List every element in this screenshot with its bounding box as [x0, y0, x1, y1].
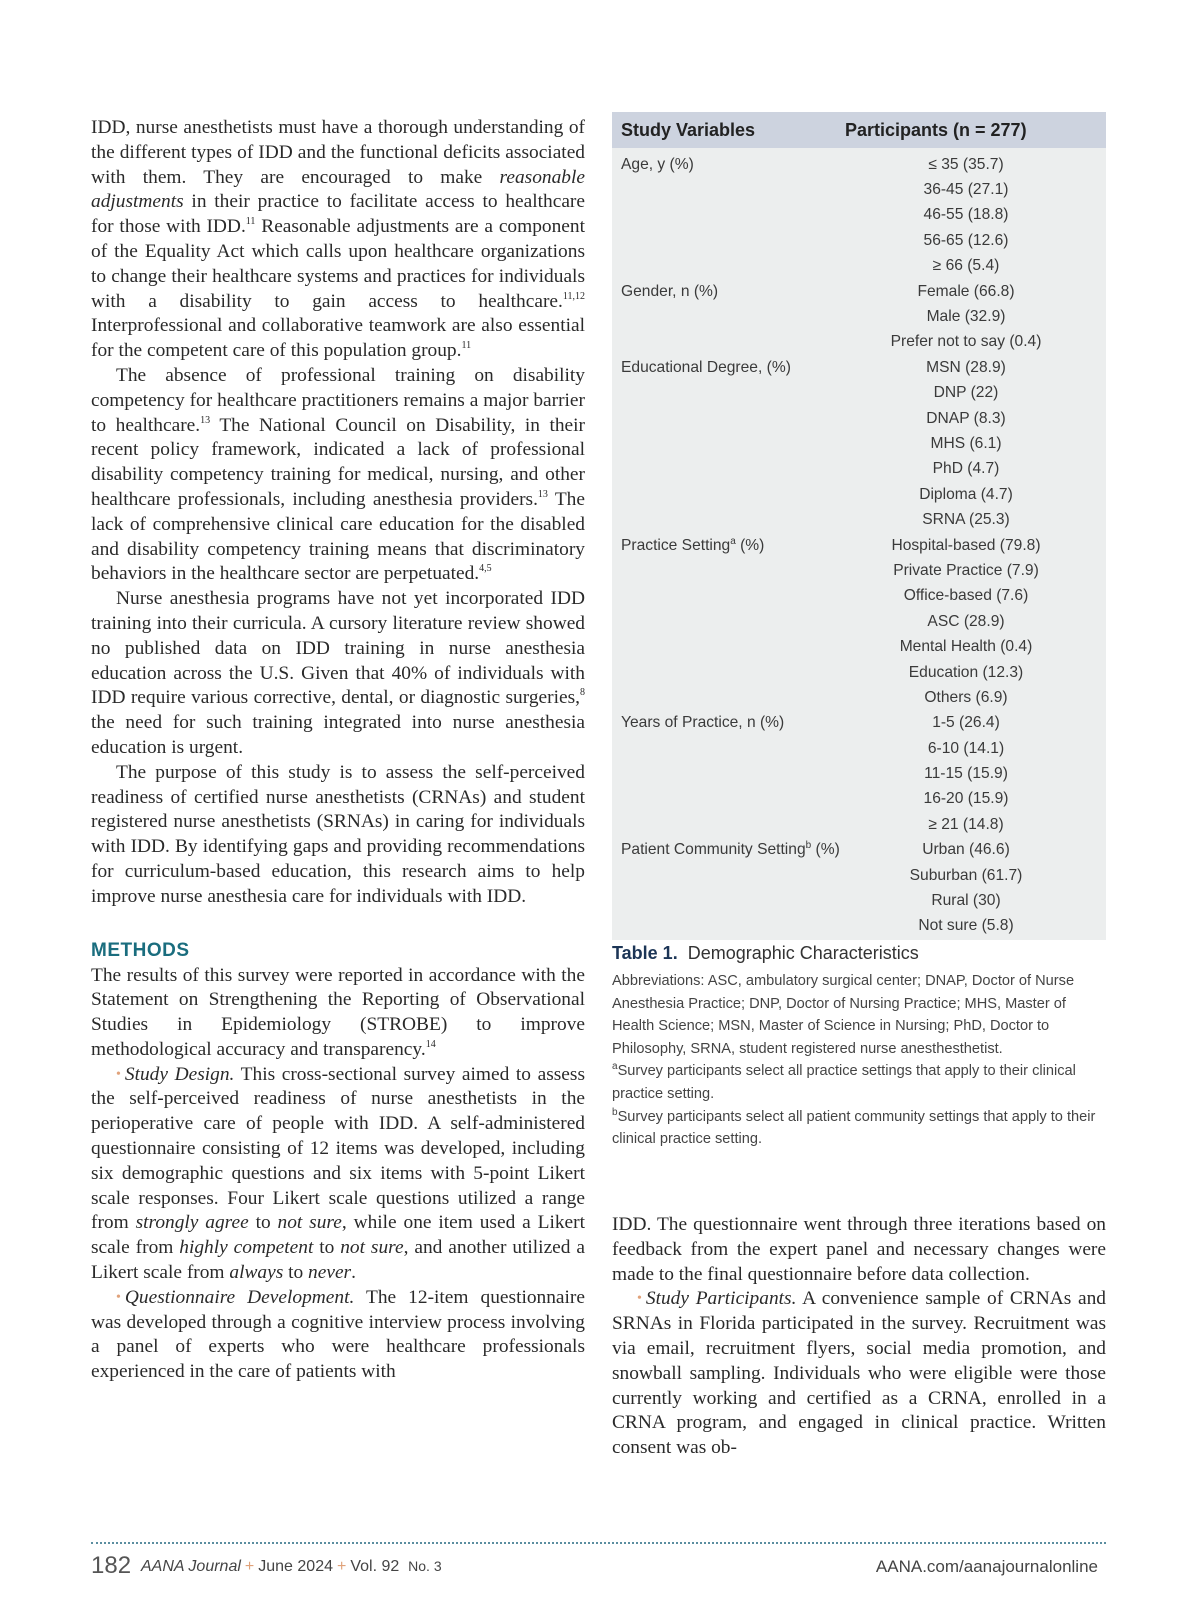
table-cell-participants: 11-15 (15.9) — [924, 765, 1008, 783]
citation: 13 — [537, 488, 548, 500]
table-row — [612, 254, 1106, 279]
table-header-study-variables: Study Variables — [621, 119, 756, 140]
table-cell-participants: 16-20 (15.9) — [923, 790, 1009, 808]
table-cell-participants: DNAP (8.3) — [926, 409, 1006, 427]
table-row — [612, 863, 1106, 888]
table-row — [612, 888, 1106, 913]
table-cell-participants: Education (12.3) — [908, 663, 1024, 681]
table-row — [612, 381, 1106, 406]
journal-name: AANA Journal — [141, 1558, 241, 1575]
table-row — [612, 609, 1106, 634]
table-header-participants: Participants (n = 277) — [845, 119, 1027, 140]
table-footnote-b: $^b$Survey participants select all patient community settings that apply to their clinical practice setting. — [612, 1106, 1096, 1148]
table-cell-participants: ≥ 21 (14.8) — [928, 815, 1004, 833]
table-row — [612, 330, 1106, 355]
table-cell-variable: Educational Degree, (%) — [621, 358, 791, 376]
table-row — [612, 457, 1106, 482]
citation: 14 — [425, 1038, 436, 1050]
table-row — [612, 177, 1106, 202]
table-cell-participants: Office-based (7.6) — [903, 587, 1029, 605]
table-cell-participants: 1-5 (26.4) — [932, 714, 1000, 732]
methods-heading: METHODS — [91, 939, 190, 961]
table-row — [612, 203, 1106, 228]
table-row — [612, 558, 1106, 583]
table-header-row — [612, 112, 1106, 148]
table-body — [612, 148, 1106, 939]
bullet-icon: • — [116, 1066, 121, 1082]
table-cell-participants: Private Practice (7.9) — [893, 561, 1039, 579]
citation: 4,5 — [479, 563, 492, 575]
table-row — [612, 279, 1106, 304]
table-cell-participants: 46-55 (18.8) — [923, 206, 1009, 224]
table-cell-participants: Female (66.8) — [917, 282, 1015, 300]
paragraph-study-participants: • Study Participants. A convenience sample of CRNAs and SRNAs in Florida participated in the survey. Recruitment was via email, recruitment flyers, social media promotion, and snowball sampling. Individuals who were eligible were those currently working and certified as a CRNA, enrolled in a CRNA program, and engaged in clinical practice. Written consent was ob- — [612, 1288, 1106, 1459]
citation: 11,12 — [562, 290, 585, 302]
paragraph-questionnaire-iterations: IDD. The questionnaire went through three iterations based on feedback from the expert panel and necessary changes were made to the final questionnaire before data collection. — [612, 1214, 1106, 1285]
table-cell-participants: PhD (4.7) — [932, 460, 1000, 478]
demographics-table — [612, 112, 1106, 940]
bullet-icon: • — [116, 1289, 121, 1305]
table-cell-variable: Patient Community Setting$^b$ (%) — [621, 840, 840, 859]
table-label: Table 1. — [612, 943, 678, 963]
table-cell-participants: Suburban (61.7) — [909, 866, 1023, 884]
bullet-icon: • — [637, 1291, 642, 1307]
table-cell-participants: ASC (28.9) — [927, 612, 1005, 630]
table-cell-participants: DNP (22) — [933, 384, 999, 402]
table-row — [612, 634, 1106, 659]
runin-study-design: Study Design. — [124, 1063, 235, 1085]
table-row — [612, 355, 1106, 380]
table-row — [612, 711, 1106, 736]
table-row — [612, 787, 1106, 812]
table-row — [612, 914, 1106, 939]
table-row — [612, 482, 1106, 507]
table-row — [612, 152, 1106, 177]
citation: 13 — [200, 414, 211, 426]
page-footer — [91, 1552, 1106, 1580]
citation: 8 — [580, 687, 585, 699]
table-abbreviations: Abbreviations: ASC, ambulatory surgical center; DNAP, Doctor of Nurse Anesthesia Practice; DNP, Doctor of Nursing Practice; MHS, Master of Health Science; MSN, Master of Science in Nursing; PhD, Doctor to Philosophy, SRNA, student registered nurse anesthesthetist. — [612, 973, 1075, 1057]
table-row — [612, 685, 1106, 710]
table-row — [612, 304, 1106, 329]
runin-study-participants: Study Participants. — [645, 1288, 797, 1310]
left-column — [91, 116, 585, 1385]
journal-website-link[interactable]: AANA.com/aanajournalonline — [875, 1557, 1098, 1576]
page-number: 182 — [91, 1552, 132, 1579]
table-cell-participants: Prefer not to say (0.4) — [890, 333, 1042, 351]
paragraph-study-purpose: The purpose of this study is to assess the self-perceived readiness of certified nurse anesthetists (CRNAs) and student registered nurse anesthetists (SRNAs) in caring for individuals with IDD. By identifying gaps and providing recommendations for curriculum-based education, this research aims to help improve nurse anesthesia care for individuals with IDD. — [91, 761, 585, 907]
plus-icon: + — [336, 1558, 347, 1575]
table-row — [612, 431, 1106, 456]
table-row — [612, 838, 1106, 863]
table-cell-participants: Urban (46.6) — [922, 841, 1010, 859]
table-cell-participants: MSN (28.9) — [926, 358, 1006, 376]
table-row — [612, 736, 1106, 761]
table-footnote-a: $^a$Survey participants select all practice settings that apply to their clinical practice setting. — [612, 1061, 1076, 1102]
paragraph-strobe: The results of this survey were reported in accordance with the Statement on Strengthening the Reporting of Observational Studies in Epidemiology (STROBE) to improve methodological accuracy and transparency.$^{14}$ — [91, 964, 585, 1060]
table-row — [612, 406, 1106, 431]
table-cell-participants: 6-10 (14.1) — [927, 739, 1005, 757]
table-cell-participants: Others (6.9) — [924, 688, 1008, 706]
table-cell-variable: Practice Setting$^a$ (%) — [621, 535, 765, 554]
journal-reference: AANA Journal + June 2024 + Vol. 92 No. 3 — [141, 1558, 442, 1575]
table-caption — [612, 943, 1106, 1151]
table-cell-variable: Gender, n (%) — [621, 282, 719, 300]
table-cell-participants: SRNA (25.3) — [922, 511, 1010, 529]
table-cell-participants: Male (32.9) — [926, 308, 1006, 326]
table-caption-title: Table 1. Demographic Characteristics — [612, 943, 919, 963]
paragraph-programs-curricula: Nurse anesthesia programs have not yet incorporated IDD training into their curricula. A cursory literature review showed no published data on IDD training in nurse anesthesia education across the U.S. Given that 40% of individuals with IDD require various corrective, dental, or diagnostic surgeries,$^8$ the need for such training integrated into nurse anesthesia education is urgent. — [91, 588, 585, 758]
table-cell-participants: Mental Health (0.4) — [899, 638, 1033, 656]
table-row — [612, 228, 1106, 253]
table-row — [612, 584, 1106, 609]
table-cell-participants: 56-65 (12.6) — [923, 231, 1009, 249]
table-cell-participants: Diploma (4.7) — [919, 485, 1013, 503]
table-cell-participants: ≤ 35 (35.7) — [928, 155, 1004, 173]
paragraph-idd-reasonable-adjustments: IDD, nurse anesthetists must have a thorough understanding of the different types of IDD and the functional deficits associated with them. They are encouraged to make reasonable adjustments in their practice to facilitate access to healthcare for those with IDD.$^{11}$ Reasonable adjustments are a component of the Equality Act which calls upon healthcare organizations to change their healthcare systems and practices for individuals with a disability to gain access to healthcare.$^{11,12}$ Interprofessional and collaborative teamwork are also essential for the competent care of this population group.$^{11}$ — [91, 117, 585, 362]
table-cell-participants: Hospital-based (79.8) — [891, 536, 1041, 554]
table-cell-participants: 36-45 (27.1) — [923, 181, 1009, 199]
table-row — [612, 761, 1106, 786]
citation: 11 — [461, 340, 472, 352]
table-cell-participants: ≥ 66 (5.4) — [932, 257, 1000, 275]
table-row — [612, 507, 1106, 532]
citation: 11 — [245, 216, 256, 228]
plus-icon: + — [244, 1558, 255, 1575]
table-cell-participants: Not sure (5.8) — [918, 917, 1014, 935]
right-column — [612, 1213, 1106, 1461]
emphasis-reasonable-adjustments: reasonable adjustments — [91, 166, 585, 213]
table-row — [612, 812, 1106, 837]
table-row — [612, 660, 1106, 685]
paragraph-study-design: • Study Design. This cross-sectional survey aimed to assess the self-perceived readiness of nurse anesthetists in the perioperative care of people with IDD. A self-administered questionnaire consisting of 12 items was developed, including six demographic questions and six items with 5-point Likert scale responses. Four Likert scale questions utilized a range from strongly agree to not sure, while one item used a Likert scale from highly competent to not sure, and another utilized a Likert scale from always to never. — [91, 1063, 585, 1284]
table-cell-variable: Years of Practice, n (%) — [621, 714, 785, 732]
footer-divider — [91, 1542, 1106, 1544]
paragraph-questionnaire-development: • Questionnaire Development. The 12-item questionnaire was developed through a cognitive interview process involving a panel of experts who were healthcare professionals experienced in the care of patients with — [91, 1286, 585, 1383]
table-row — [612, 533, 1106, 558]
runin-questionnaire-development: Questionnaire Development. — [124, 1286, 355, 1308]
table-cell-participants: MHS (6.1) — [930, 434, 1002, 452]
table-cell-variable: Age, y (%) — [621, 155, 694, 173]
paragraph-training-barrier: The absence of professional training on disability competency for healthcare practitioners remains a major barrier to healthcare.$^{13}$ The National Council on Disability, in their recent policy framework, indicated a lack of professional disability competency training for medical, nursing, and other healthcare professionals, including anesthesia providers.$^{13}$ The lack of comprehensive clinical care education for the disabled and disability competency training means that discriminatory behaviors in the healthcare sector are perpetuated.$^{4,5}$ — [91, 364, 585, 585]
table-cell-participants: Rural (30) — [931, 892, 1001, 910]
